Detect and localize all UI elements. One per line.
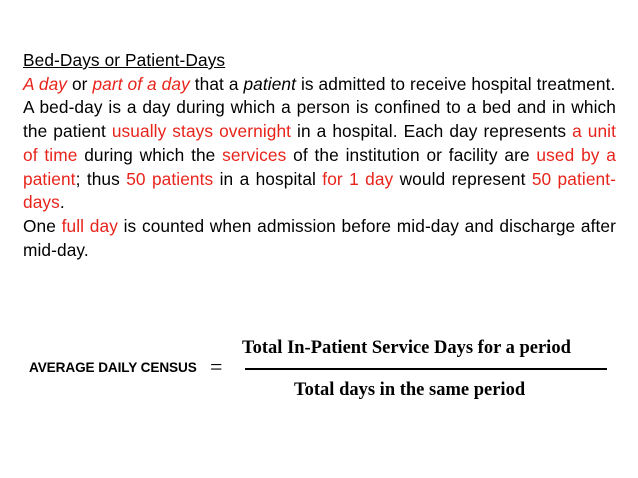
definition-text [23,49,616,262]
text-run: of the institution or facility are [286,144,537,165]
text-run: A bed-day is a day during which a person is confined to a bed and in which the patient [23,97,616,142]
paragraph-day-definition [23,73,616,97]
text-run: or [67,73,93,94]
highlight-part-of-a-day: part of a day [92,73,190,94]
emphasis-patient: patient [243,73,297,94]
highlight-for-1-day: for 1 day [322,168,394,189]
text-run: One [23,215,62,236]
text-run: would represent [393,168,532,189]
average-daily-census-formula [29,336,619,416]
equals-sign: = [210,354,223,379]
highlight-50-patients: 50 patients [126,168,214,189]
text-run: in a hospital [213,168,323,189]
formula-denominator: Total days in the same period [294,380,526,400]
highlight-services: services [222,144,287,165]
text-run: is counted when admission before mid-day and discharge after mid-day. [23,215,616,260]
text-run: during which the [77,144,223,165]
highlight-50-patient-days: 50 patient-days [23,168,616,213]
section-heading: Bed-Days or Patient-Days [23,50,226,70]
text-run: . [59,192,65,213]
paragraph-bed-day [23,96,616,215]
highlight-usually-stays-overnight: usually stays overnight [111,121,292,142]
highlight-full-day: full day [61,215,118,236]
formula-label: AVERAGE DAILY CENSUS [29,360,197,375]
text-run: is admitted to receive hospital treatment. [296,73,616,94]
highlight-unit-of-time: a unit of time [23,121,616,165]
highlight-a-day: A day [23,73,68,94]
formula-numerator: Total In-Patient Service Days for a period [242,338,571,358]
fraction-bar [245,368,607,370]
highlight-used-by-a-patient: used by a patient [23,144,616,189]
text-run: ; thus [75,168,127,189]
paragraph-full-day [23,215,616,262]
text-run: in a hospital. Each day represents [291,121,573,142]
text-run: that a [189,73,244,94]
